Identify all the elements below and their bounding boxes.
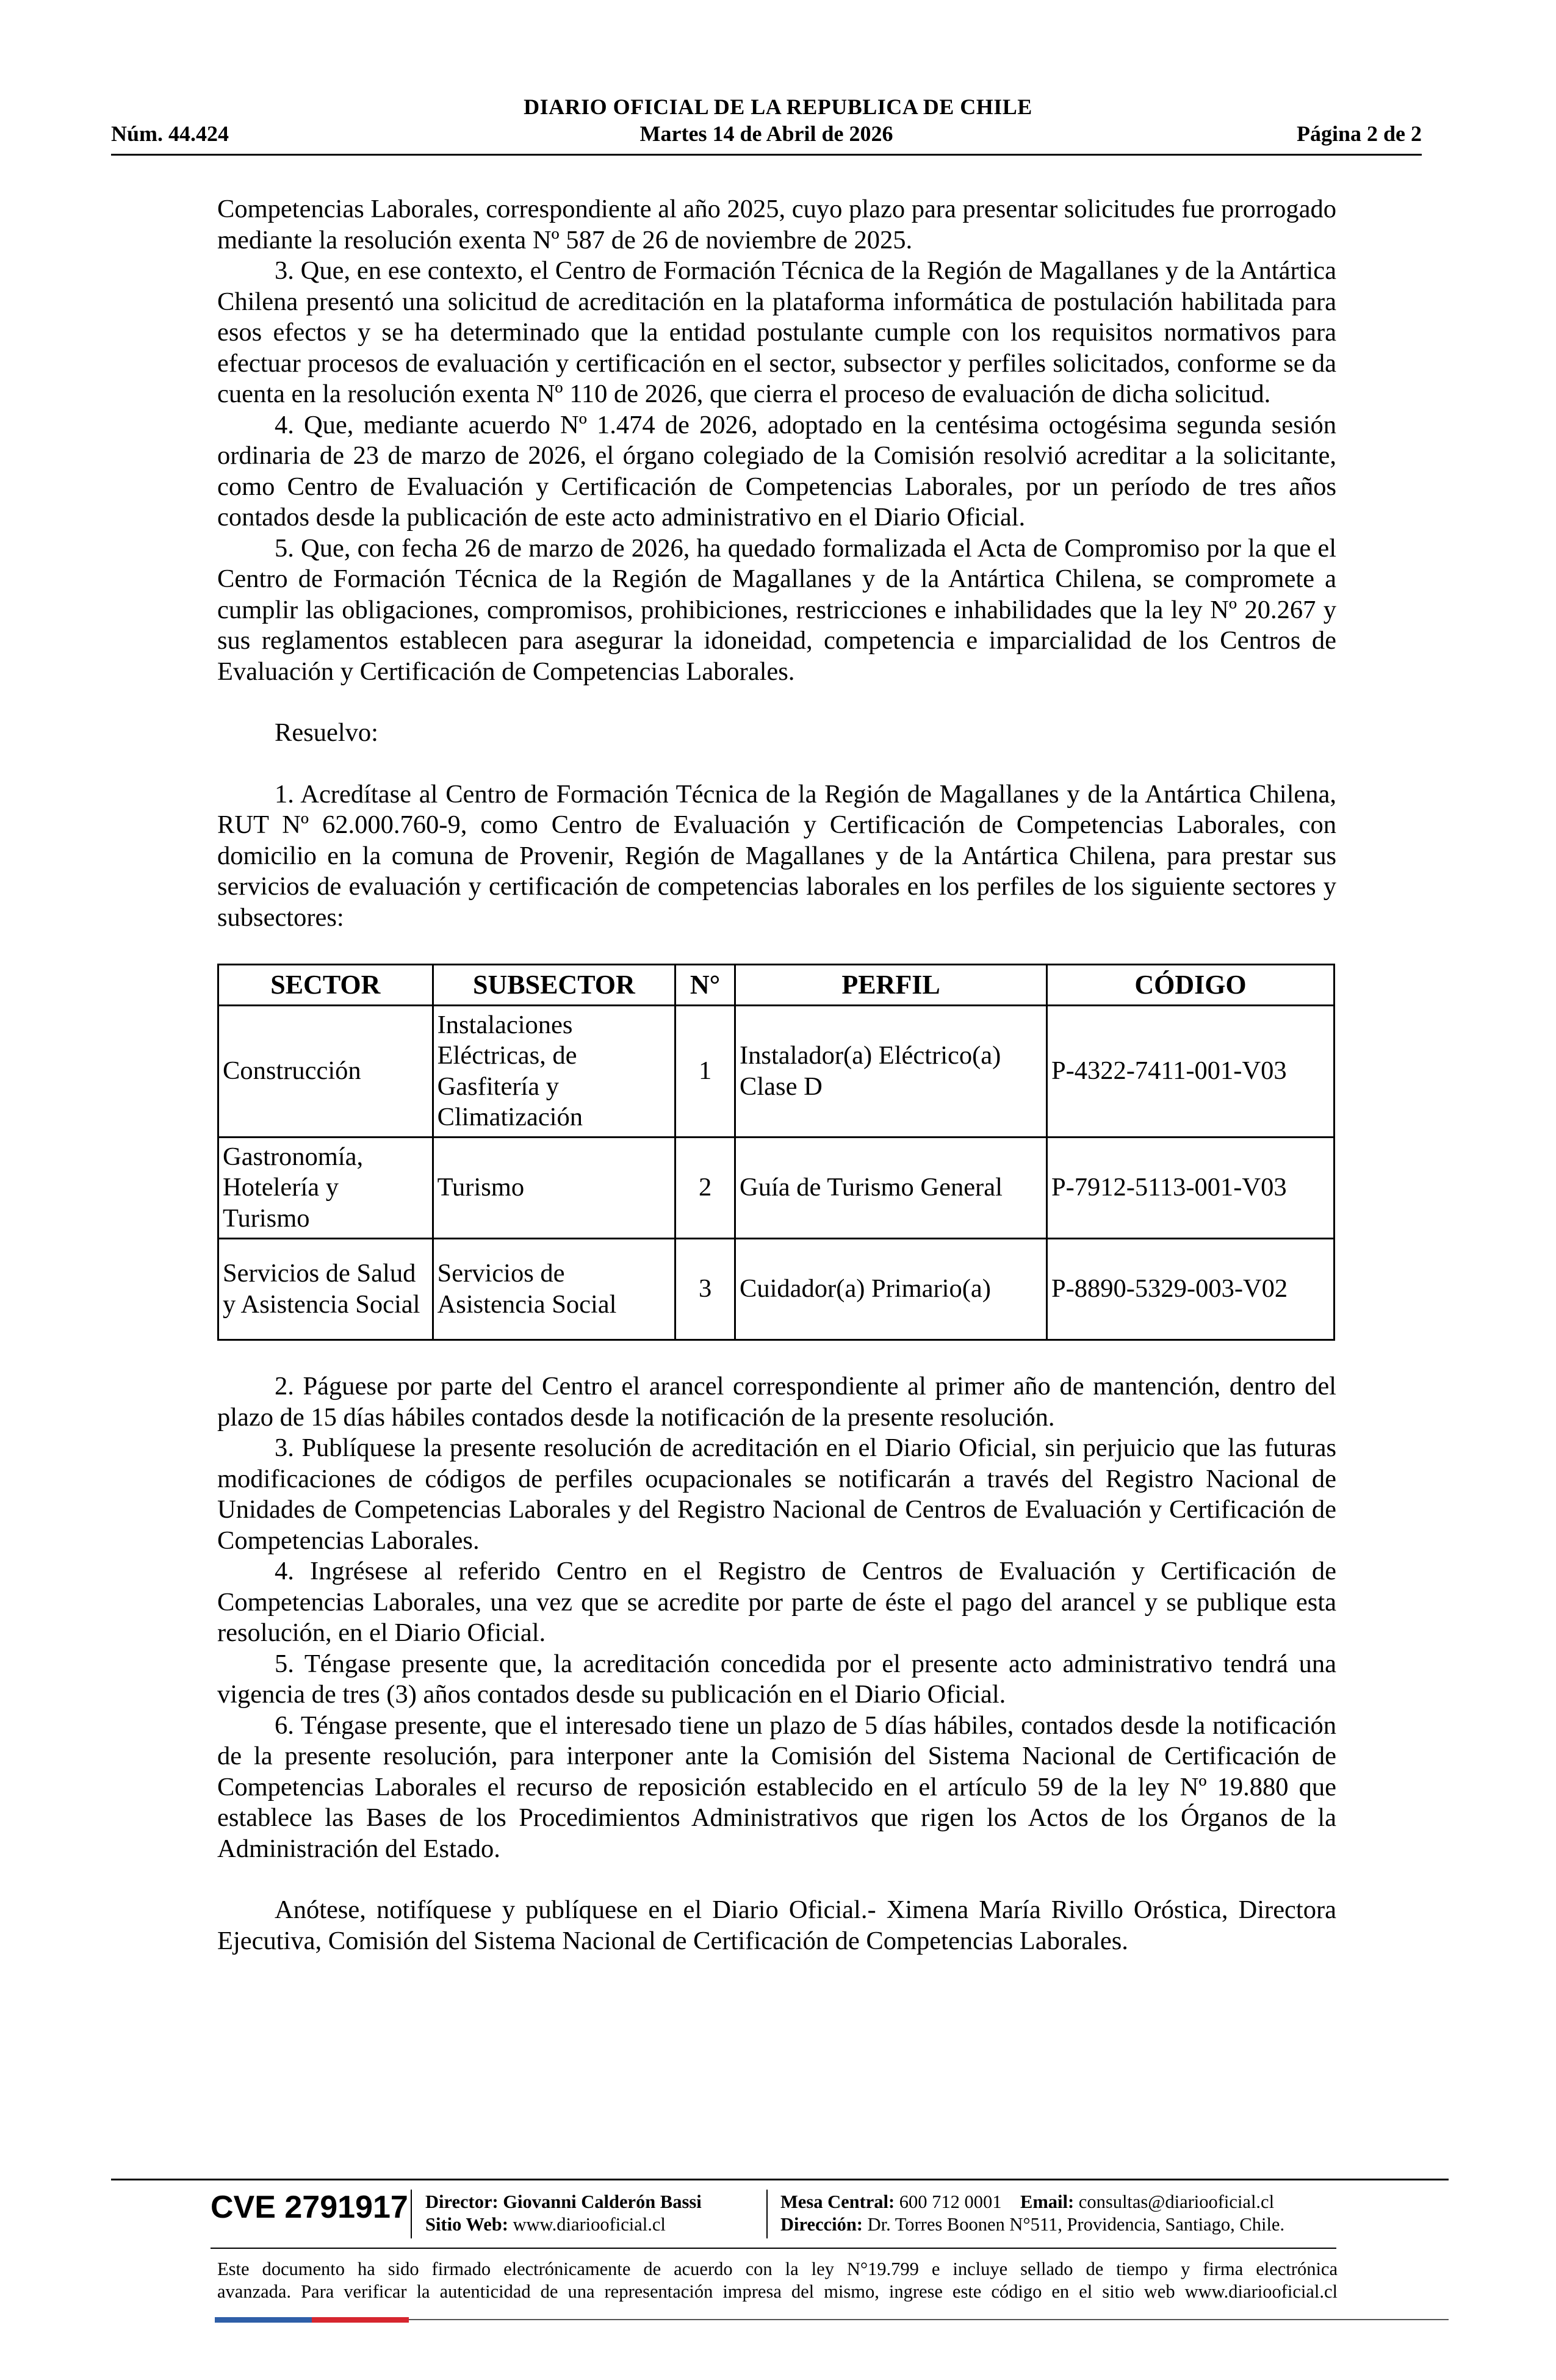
- resolution-3: 3. Publíquese la presente resolución de acreditación en el Diario Oficial, sin perjuicio que las futuras modificaciones de códigos de perfiles ocupacionales se notificarán a través del Registro Nacional de Unidades de Competencias Laborales y del Registro Nacional de Centros de Evaluación y Certificación de Competencias Laborales.: [217, 1433, 1336, 1555]
- resolution-1: 1. Acredítase al Centro de Formación Técnica de la Región de Magallanes y de la Antártica Chilena, RUT Nº 62.000.760-9, como Centro de Evaluación y Certificación de Competencias Laborales, con domicilio en la comuna de Provenir, Región de Magallanes y de la Antártica Chilena, para prestar sus servicios de evaluación y certificación de competencias laborales en los perfiles de los siguiente sectores y subsectores:: [217, 779, 1336, 932]
- cell-subsector: Turismo: [433, 1138, 675, 1239]
- mesa-phone: 600 712 0001: [899, 2191, 1002, 2212]
- header-number: N°: [675, 965, 735, 1006]
- footer-separator: [411, 2190, 412, 2238]
- header-subsector: SUBSECTOR: [433, 965, 675, 1006]
- cell-number: 1: [675, 1006, 735, 1138]
- issue-number: Núm. 44.424: [111, 121, 229, 146]
- email-label: Email:: [1020, 2191, 1075, 2212]
- considerando-4: 4. Que, mediante acuerdo Nº 1.474 de 2026, adoptado en la centésima octogésima segunda sesión ordinaria de 23 de marzo de 2026, el órgano colegiado de la Comisión resolvió acreditar a la solicitante, como Centro de Evaluación y Certificación de Competencias Laborales, por un período de tres años contados desde la publicación de este acto administrativo en el Diario Oficial.: [217, 410, 1336, 532]
- considerando-5: 5. Que, con fecha 26 de marzo de 2026, ha quedado formalizada el Acta de Compromiso por la que el Centro de Formación Técnica de la Región de Magallanes y de la Antártica Chilena, se compromete a cumplir las obligaciones, compromisos, prohibiciones, restricciones e inhabilidades que la ley Nº 20.267 y sus reglamentos establecen para asegurar la idoneidad, competencia e imparcialidad de los Centros de Evaluación y Certificación de Competencias Laborales.: [217, 533, 1336, 686]
- cell-number: 2: [675, 1138, 735, 1239]
- header-codigo: CÓDIGO: [1046, 965, 1334, 1006]
- director-name: Giovanni Calderón Bassi: [503, 2191, 702, 2212]
- cell-perfil: Instalador(a) Eléctrico(a) Clase D: [735, 1006, 1047, 1138]
- cell-sector: Construcción: [218, 1006, 433, 1138]
- table-row: [218, 1138, 1334, 1239]
- cell-perfil: Cuidador(a) Primario(a): [735, 1239, 1047, 1340]
- flag-stripe: [215, 2317, 409, 2323]
- resolution-6: 6. Téngase presente, que el interesado tiene un plazo de 5 días hábiles, contados desde la notificación de la presente resolución, para interponer ante la Comisión del Sistema Nacional de Certificación de Competencias Laborales el recurso de reposición establecido en el artículo 59 de la ley Nº 19.880 que establece las Bases de los Procedimientos Administrativos que rigen los Actos de los Órganos de la Administración del Estado.: [217, 1711, 1336, 1863]
- cve-code: CVE 2791917: [211, 2190, 408, 2225]
- cell-sector: Servicios de Salud y Asistencia Social: [218, 1239, 433, 1340]
- resolution-5: 5. Téngase presente que, la acreditación concedida por el presente acto administrativo tendrá una vigencia de tres (3) años contados desde su publicación en el Diario Oficial.: [217, 1649, 1336, 1709]
- header-perfil: PERFIL: [735, 965, 1047, 1006]
- table-row: [218, 1239, 1334, 1340]
- issue-date: Martes 14 de Abril de 2026: [639, 121, 893, 146]
- director-label: Director:: [425, 2191, 499, 2212]
- signature-note-line-1: Este documento ha sido firmado electrónicamente de acuerdo con la ley N°19.799 e incluye sellado de tiempo y firma electrónica: [217, 2259, 1338, 2279]
- resuelvo-heading: Resuelvo:: [275, 718, 378, 747]
- signature-note-line-2: avanzada. Para verificar la autenticidad de una representación impresa del mismo, ingrese este código en el sitio web www.diariooficial.cl: [217, 2281, 1338, 2302]
- cell-codigo: P-7912-5113-001-V03: [1046, 1138, 1334, 1239]
- signature-note: [217, 2258, 1338, 2303]
- closing-signature: Anótese, notifíquese y publíquese en el Diario Oficial.- Ximena María Rivillo Oróstica, Directora Ejecutiva, Comisión del Sistema Nacional de Certificación de Competencias Laborales.: [217, 1895, 1336, 1955]
- cell-perfil: Guía de Turismo General: [735, 1138, 1047, 1239]
- resolution-2: 2. Páguese por parte del Centro el arancel correspondiente al primer año de mantención, dentro del plazo de 15 días hábiles contados desde la notificación de la presente resolución.: [217, 1372, 1336, 1432]
- accreditation-table: [217, 964, 1335, 1341]
- resolution-4: 4. Ingrésese al referido Centro en el Registro de Centros de Evaluación y Certificación de Competencias Laborales, una vez que se acredite por parte de éste el pago del arancel y se publique esta resolución, en el Diario Oficial.: [217, 1557, 1336, 1647]
- paragraph-continuation: Competencias Laborales, correspondiente al año 2025, cuyo plazo para presentar solicitudes fue prorrogado mediante la resolución exenta Nº 587 de 26 de noviembre de 2025.: [217, 195, 1336, 254]
- considerando-3: 3. Que, en ese contexto, el Centro de Formación Técnica de la Región de Magallanes y de la Antártica Chilena presentó una solicitud de acreditación en la plataforma informática de postulación habilitada para esos efectos y se ha determinado que la entidad postulante cumple con los requisitos normativos para efectuar procesos de evaluación y certificación en el sector, subsector y perfiles solicitados, conforme se da cuenta en la resolución exenta Nº 110 de 2026, que cierra el proceso de evaluación de dicha solicitud.: [217, 256, 1336, 408]
- cell-number: 3: [675, 1239, 735, 1340]
- address-label: Dirección:: [780, 2214, 863, 2235]
- footer-contact-block: [780, 2191, 1284, 2236]
- document-body: [217, 194, 1336, 1956]
- footer-divider: [111, 2179, 1449, 2180]
- table-row: [218, 1006, 1334, 1138]
- footer-director-block: [425, 2191, 702, 2236]
- footer-bottom-rule: [409, 2319, 1449, 2320]
- header-sector: SECTOR: [218, 965, 433, 1006]
- footer-separator: [766, 2190, 768, 2238]
- cell-codigo: P-8890-5329-003-V02: [1046, 1239, 1334, 1340]
- website-link[interactable]: www.diariooficial.cl: [513, 2214, 666, 2235]
- cell-subsector: Instalaciones Eléctricas, de Gasfitería y Climatización: [433, 1006, 675, 1138]
- header-divider: [111, 154, 1422, 156]
- newspaper-title: DIARIO OFICIAL DE LA REPUBLICA DE CHILE: [524, 95, 1032, 119]
- footer-inner-divider: [211, 2248, 1336, 2249]
- email-link[interactable]: consultas@diariooficial.cl: [1078, 2191, 1275, 2212]
- address-value: Dr. Torres Boonen N°511, Providencia, Santiago, Chile.: [867, 2214, 1285, 2235]
- cell-subsector: Servicios de Asistencia Social: [433, 1239, 675, 1340]
- mesa-label: Mesa Central:: [780, 2191, 895, 2212]
- cell-codigo: P-4322-7411-001-V03: [1046, 1006, 1334, 1138]
- website-label: Sitio Web:: [425, 2214, 508, 2235]
- table-header-row: [218, 965, 1334, 1006]
- page-indicator: Página 2 de 2: [1296, 121, 1422, 146]
- cell-sector: Gastronomía, Hotelería y Turismo: [218, 1138, 433, 1239]
